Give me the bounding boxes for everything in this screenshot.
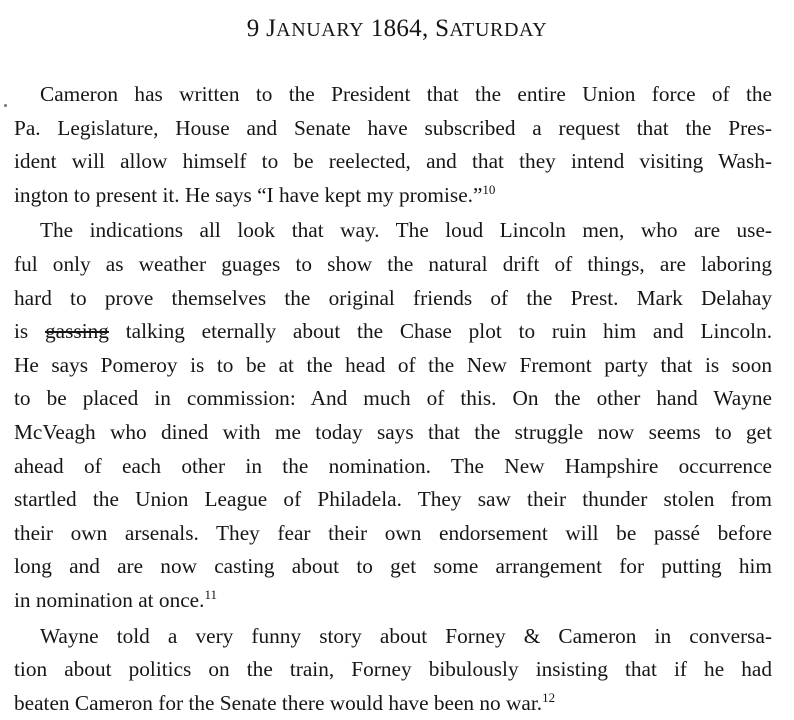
footnote-marker: 12 bbox=[542, 689, 556, 705]
footnote-marker: 11 bbox=[204, 586, 217, 602]
line-text: ident will allow himself to be reelected, and that they intend visiting Wash- bbox=[14, 149, 772, 174]
heading-weekday-rest: ATURDAY bbox=[449, 19, 548, 41]
heading-month-rest: ANUARY bbox=[276, 19, 365, 41]
line-text: to be placed in commission: And much of this. On the other hand Wayne bbox=[14, 386, 772, 411]
line-text: their own arsenals. They fear their own endorsement will be passé before bbox=[14, 520, 772, 545]
line-text: McVeagh who dined with me today says that the struggle now seems to get bbox=[14, 419, 772, 444]
line-text: The indications all look that way. The loud Lincoln men, who are use- bbox=[40, 218, 772, 243]
line-text: hard to prove themselves the original friends of the Prest. Mark Delahay bbox=[14, 285, 772, 310]
line-text: tion about politics on the train, Forney bibulously insisting that if he had bbox=[14, 657, 772, 682]
struck-word: gassing bbox=[45, 319, 109, 344]
text-line bbox=[14, 248, 772, 282]
line-text: long and are now casting about to get some arrangement for putting him bbox=[14, 554, 772, 579]
text-line bbox=[14, 179, 772, 213]
scan-speck bbox=[4, 104, 7, 107]
heading-day: 9 bbox=[246, 15, 260, 42]
text-line bbox=[14, 112, 772, 146]
paragraph-2 bbox=[14, 214, 772, 617]
text-line bbox=[14, 450, 772, 484]
text-line bbox=[14, 145, 772, 179]
heading-month-initial: J bbox=[266, 15, 277, 42]
line-text: ful only as weather guages to show the natural drift of things, are laboring bbox=[14, 251, 772, 276]
line-text: ington to present it. He says “I have kept my promise.” bbox=[14, 182, 483, 207]
text-line bbox=[14, 687, 772, 720]
heading-year: 1864, bbox=[370, 15, 429, 42]
line-text: startled the Union League of Philadela. They saw their thunder stolen from bbox=[14, 487, 772, 512]
text-line bbox=[14, 214, 772, 248]
line-text: Wayne told a very funny story about Forney & Cameron in conversa- bbox=[40, 623, 772, 648]
text-line bbox=[14, 416, 772, 450]
text-line bbox=[14, 550, 772, 584]
line-text: talking eternally about the Chase plot to ruin him and Lincoln. bbox=[125, 319, 773, 344]
text-line bbox=[14, 282, 772, 316]
text-line bbox=[14, 315, 772, 349]
line-text: beaten Cameron for the Senate there would have been no war. bbox=[14, 690, 543, 715]
text-line bbox=[14, 349, 772, 383]
footnote-marker: 10 bbox=[482, 181, 496, 197]
line-text: Cameron has written to the President that the entire Union force of the bbox=[40, 82, 772, 106]
text-line bbox=[14, 620, 772, 654]
line-text: in nomination at once. bbox=[14, 587, 205, 612]
text-line bbox=[14, 382, 772, 416]
heading-weekday-initial: S bbox=[435, 15, 450, 42]
text-line bbox=[14, 483, 772, 517]
text-line bbox=[14, 78, 772, 112]
text-line bbox=[14, 584, 772, 618]
entry-heading bbox=[0, 14, 794, 45]
text-line bbox=[14, 653, 772, 687]
line-text: ahead of each other in the nomination. The New Hampshire occurrence bbox=[14, 453, 772, 478]
paragraph-1 bbox=[14, 78, 772, 212]
line-text: Pa. Legislature, House and Senate have subscribed a request that the Pres- bbox=[14, 115, 772, 140]
line-text: He says Pomeroy is to be at the head of the New Fremont party that is soon bbox=[14, 352, 772, 377]
body-text bbox=[14, 78, 772, 720]
text-line bbox=[14, 517, 772, 551]
paragraph-3 bbox=[14, 620, 772, 720]
line-text: is bbox=[14, 319, 29, 344]
